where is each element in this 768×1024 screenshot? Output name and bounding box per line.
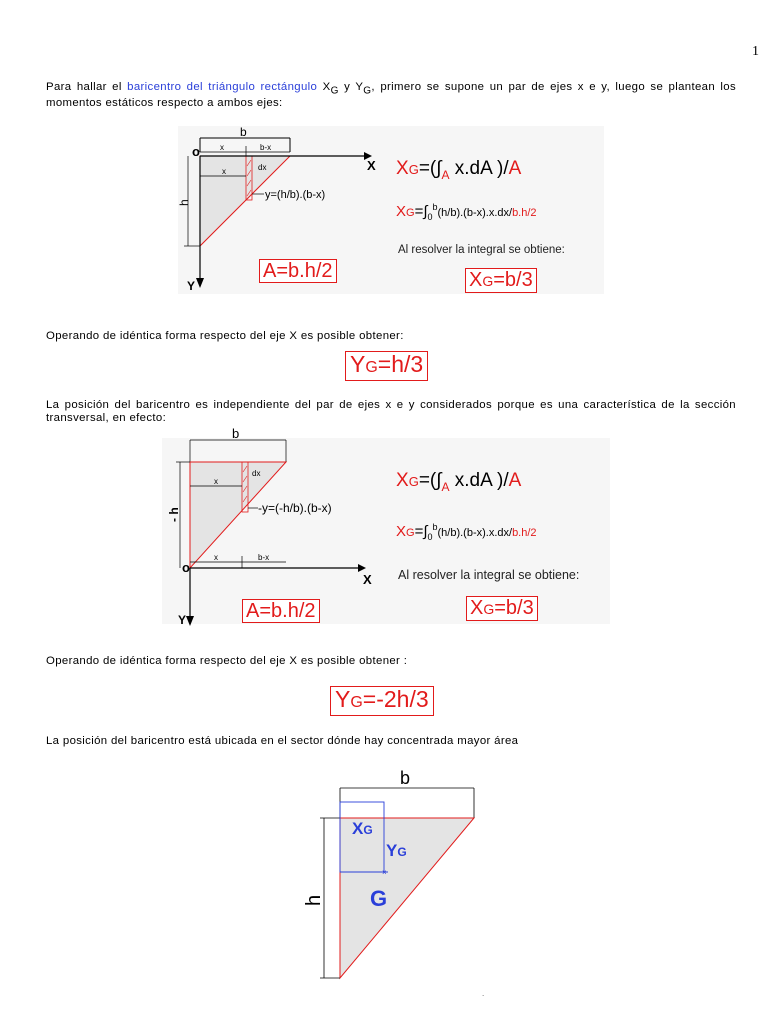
figure-1-diagram [178, 126, 604, 294]
fig1-area-formula: A=b.h/2 [259, 259, 337, 283]
fig1-h-label: h [177, 199, 191, 206]
paragraph-4: Operando de idéntica forma respecto del eje X es posible obtener : [46, 655, 408, 667]
yg-result-1: YG=h/3 [345, 351, 428, 381]
fig3-h-label: h [303, 894, 325, 906]
fig1-note: Al resolver la integral se obtiene: [398, 244, 565, 256]
paragraph-5: La posición del baricentro está ubicada en el sector dónde hay concentrada mayor área [46, 735, 519, 747]
fig1-eq1: $XG=(\int_A$ x.dA )/A [396, 158, 522, 182]
fig2-result: XG=b/3 [466, 596, 538, 621]
fig1-bx-label: b-x [260, 143, 272, 152]
fig3-xg-label: XG [352, 819, 373, 838]
fig1-x2-label: x [222, 167, 226, 176]
fig1-axis-y: Y [187, 279, 196, 293]
centroid-link[interactable]: baricentro del triángulo rectángulo [127, 81, 318, 93]
fig3-centroid-label: G [370, 886, 388, 911]
fig2-b-label: b [232, 426, 240, 441]
fig1-origin: o [192, 144, 200, 159]
fig2-eq1: $XG=(\int_A$ x.dA )/A [396, 470, 522, 494]
svg-text:.: . [482, 989, 485, 998]
fig2-area-formula: A=b.h/2 [242, 599, 320, 623]
paragraph-3: La posición del baricentro es independiente del par de ejes x e y considerados porque es una característica de la sección transversal, en efecto: [46, 399, 736, 424]
fig2-x-label: x [214, 477, 218, 486]
fig2-origin: o [182, 560, 190, 575]
fig2-h-label: - h [167, 507, 181, 522]
fig2-y-equation: -y=(-h/b).(b-x) [258, 501, 332, 515]
fig1-dx-label: dx [258, 163, 267, 172]
page-number: 1 [752, 44, 759, 59]
fig1-b-label: b [240, 125, 247, 139]
fig3-b-label: b [400, 768, 411, 788]
fig1-y-equation: y=(h/b).(b-x) [265, 189, 326, 201]
fig2-x2-label: x [214, 553, 218, 562]
fig2-axis-y: Y [178, 613, 187, 627]
paragraph-2: Operando de idéntica forma respecto del eje X es posible obtener: [46, 330, 404, 342]
fig1-axis-x: X [367, 158, 376, 173]
fig3-yg-label: YG [386, 841, 407, 860]
fig2-note: Al resolver la integral se obtiene: [398, 568, 580, 582]
figure-3-diagram [300, 764, 500, 1004]
fig2-eq2: $XG=\int_0^b(h/b).(b-x).x.dx/b.h/2$ [396, 522, 537, 542]
fig1-x-label: x [220, 143, 224, 152]
fig2-dx-label: dx [252, 469, 261, 478]
svg-text:×: × [382, 868, 387, 877]
fig2-axis-x: X [363, 572, 372, 587]
yg-result-2: YG=-2h/3 [330, 686, 434, 716]
fig1-result: XG=b/3 [465, 268, 537, 293]
fig1-eq2: $XG=\int_0^b(h/b).(b-x).x.dx/b.h/2$ [396, 202, 537, 222]
intro-paragraph: Para hallar el baricentro del triángulo rectángulo $X_G$ y $Y_G$, primero se supone un par de ejes x e y, luego se plantean los momentos estáticos respecto a ambos ejes: [46, 81, 737, 110]
fig2-bx-label: b-x [258, 553, 270, 562]
figure-2-diagram [162, 426, 610, 626]
